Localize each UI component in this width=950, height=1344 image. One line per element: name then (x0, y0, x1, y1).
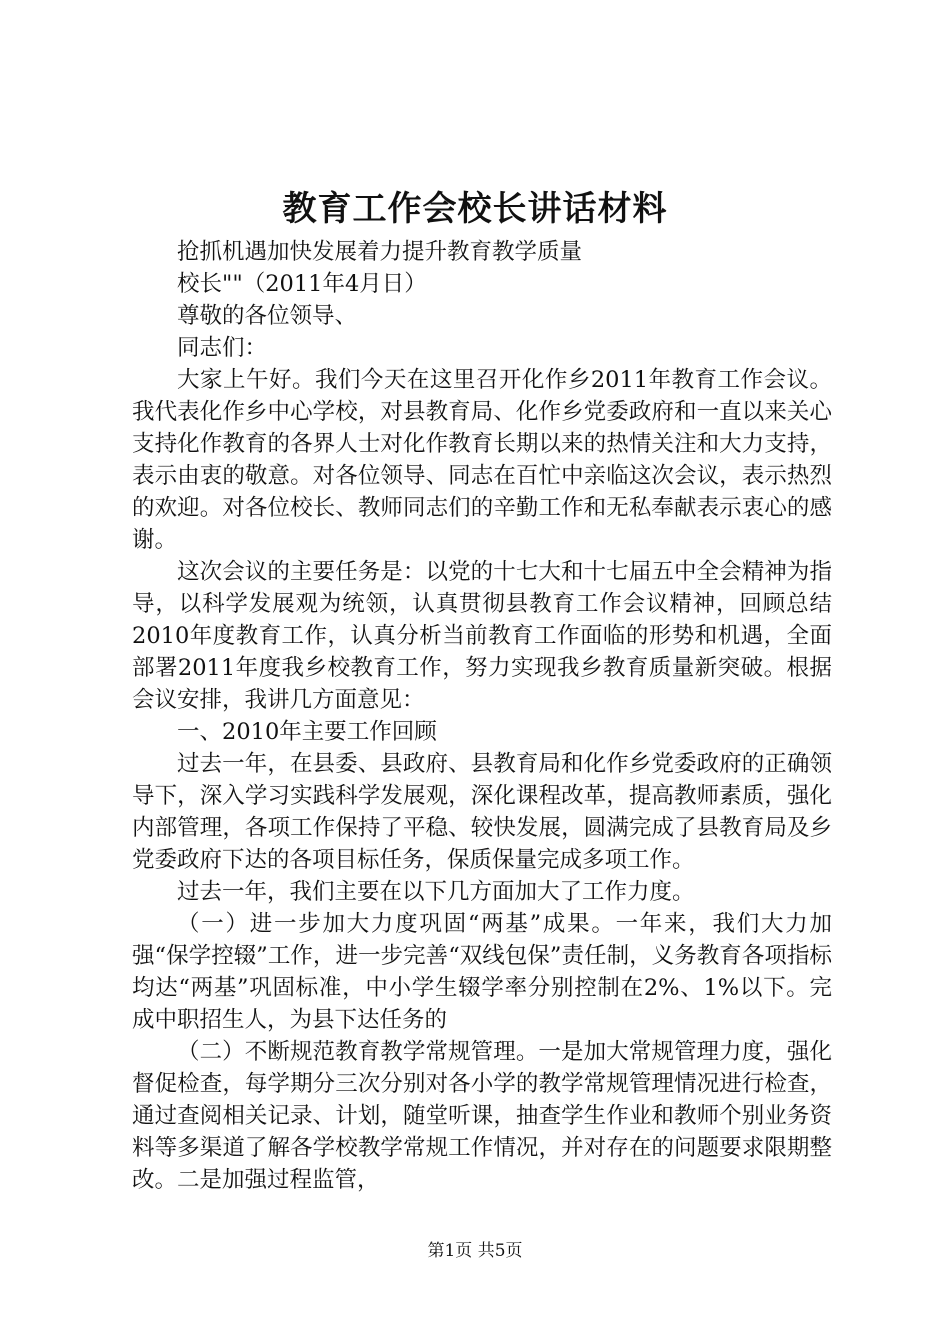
speaker-line: 校长""（2011年4月日） (177, 271, 427, 297)
section-heading: 一、2010年主要工作回顾 (177, 719, 437, 745)
document-title: 教育工作会校长讲话材料 (282, 189, 668, 229)
body-paragraph: 这次会议的主要任务是：以党的十七大和十七届五中全会精神为指导，以科学发展观为统领，认真贯彻县教育工作会议精神，回顾总结2010年度教育工作，认真分析当前教育工作面临的形势和机遇，全面部署2011年度我乡校教育工作，努力实现我乡教育质量新突破。根据会议安排，我讲几方面意见： (132, 559, 832, 713)
salutation-line-2: 同志们： (177, 335, 268, 361)
body-paragraph: 过去一年，在县委、县政府、县教育局和化作乡党委政府的正确领导下，深入学习实践科学发展观，深化课程改革，提高教师素质，强化内部管理，各项工作保持了平稳、较快发展，圆满完成了县教育局及乡党委政府下达的各项目标任务，保质保量完成多项工作。 (132, 751, 832, 873)
document-body (132, 236, 832, 1196)
subtitle-paragraph: 抢抓机遇加快发展着力提升教育教学质量 (177, 239, 583, 265)
body-paragraph: （二）不断规范教育教学常规管理。一是加大常规管理力度，强化督促检查，每学期分三次分别对各小学的教学常规管理情况进行检查，通过查阅相关记录、计划，随堂听课，抽查学生作业和教师个别业务资料等多渠道了解各学校教学常规工作情况，并对存在的问题要求限期整改。二是加强过程监管， (132, 1039, 832, 1193)
salutation-line-1: 尊敬的各位领导、 (177, 303, 358, 329)
body-paragraph: 过去一年，我们主要在以下几方面加大了工作力度。 (177, 879, 695, 905)
page-number-footer: 第1页 共5页 (427, 1241, 523, 1261)
body-paragraph: （一）进一步加大力度巩固“两基”成果。一年来，我们大力加强“保学控辍”工作，进一步完善“双线包保”责任制，义务教育各项指标均达“两基”巩固标准，中小学生辍学率分别控制在2%、1%以下。完成中职招生人，为县下达任务的 (132, 911, 832, 1033)
body-paragraph: 大家上午好。我们今天在这里召开化作乡2011年教育工作会议。我代表化作乡中心学校，对县教育局、化作乡党委政府和一直以来关心支持化作教育的各界人士对化作教育长期以来的热情关注和大力支持，表示由衷的敬意。对各位领导、同志在百忙中亲临这次会议，表示热烈的欢迎。对各位校长、教师同志们的辛勤工作和无私奉献表示衷心的感谢。 (132, 367, 832, 553)
